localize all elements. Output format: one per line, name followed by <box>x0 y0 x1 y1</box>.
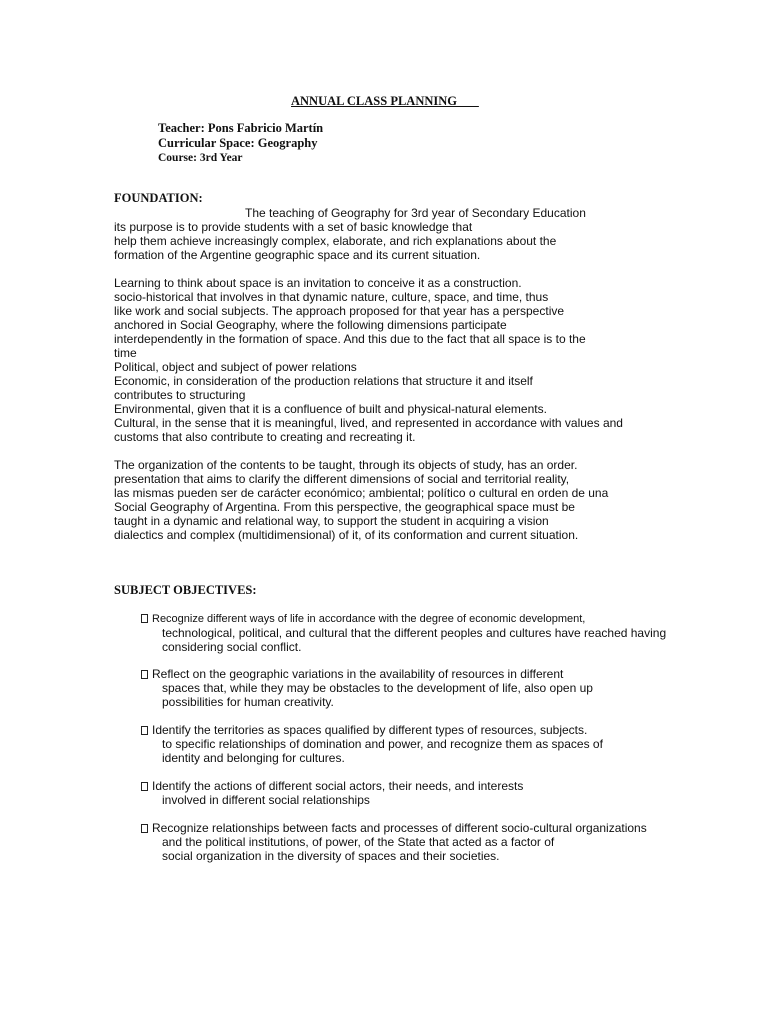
objective-text: possibilities for human creativity. <box>162 695 334 709</box>
objective-text: identity and belonging for cultures. <box>162 751 345 765</box>
paragraph-line: dialectics and complex (multidimensional) of it, of its conformation and current situation. <box>114 528 579 542</box>
paragraph-line: taught in a dynamic and relational way, to support the student in acquiring a vision <box>114 514 549 528</box>
foundation-heading: FOUNDATION: <box>114 191 203 205</box>
objective-text: and the political institutions, of power, of the State that acted as a factor of <box>162 835 555 849</box>
objective-item-1 <box>141 612 701 654</box>
checkbox-icon <box>141 614 148 623</box>
paragraph-line: interdependently in the formation of space. And this due to the fact that all space is to the <box>114 332 586 346</box>
objective-text: considering social conflict. <box>162 640 302 654</box>
paragraph-line: time <box>114 346 137 360</box>
paragraph-line: socio-historical that involves in that dynamic nature, culture, space, and time, thus <box>114 290 549 304</box>
checkbox-icon <box>141 824 148 833</box>
objective-text: Recognize relationships between facts and processes of different socio-cultural organizations <box>152 821 647 835</box>
checkbox-icon <box>141 782 148 791</box>
objective-text: social organization in the diversity of spaces and their societies. <box>162 849 500 863</box>
paragraph-line: Environmental, given that it is a confluence of built and physical-natural elements. <box>114 402 547 416</box>
foundation-paragraph-1 <box>114 206 654 262</box>
objective-text: Reflect on the geographic variations in the availability of resources in different <box>152 667 564 681</box>
paragraph-line: Political, object and subject of power relations <box>114 360 357 374</box>
page-title-text: ANNUAL CLASS PLANNING <box>291 94 457 108</box>
checkbox-icon <box>141 726 148 735</box>
paragraph-line: The organization of the contents to be taught, through its objects of study, has an order. <box>114 458 578 472</box>
objective-text: Identify the actions of different social actors, their needs, and interests <box>152 779 524 793</box>
paragraph-line: customs that also contribute to creating and recreating it. <box>114 430 416 444</box>
paragraph-line: like work and social subjects. The approach proposed for that year has a perspective <box>114 304 565 318</box>
objective-text: involved in different social relationships <box>162 793 370 807</box>
curricular-space-line: Curricular Space: Geography <box>158 136 318 150</box>
checkbox-icon <box>141 670 148 679</box>
objective-text: technological, political, and cultural that the different peoples and cultures have reached having <box>162 626 667 640</box>
paragraph-line: las mismas pueden ser de carácter económico; ambiental; político o cultural en orden de una <box>114 486 609 500</box>
paragraph-line: presentation that aims to clarify the different dimensions of social and territorial reality, <box>114 472 570 486</box>
objective-item-3 <box>141 723 701 765</box>
paragraph-line: contributes to structuring <box>114 388 246 402</box>
objective-item-4 <box>141 779 701 807</box>
paragraph-line: The teaching of Geography for 3rd year of Secondary Education <box>245 206 586 220</box>
foundation-paragraph-3 <box>114 458 654 542</box>
header-info <box>158 121 323 166</box>
teacher-line: Teacher: Pons Fabricio Martín <box>158 121 324 135</box>
paragraph-line: formation of the Argentine geographic space and its current situation. <box>114 248 481 262</box>
objective-text: Identify the territories as spaces qualified by different types of resources, subjects. <box>152 723 588 737</box>
paragraph-line: Cultural, in the sense that it is meaningful, lived, and represented in accordance with values and <box>114 416 623 430</box>
paragraph-line: Economic, in consideration of the production relations that structure it and itself <box>114 374 533 388</box>
paragraph-line: anchored in Social Geography, where the following dimensions participate <box>114 318 507 332</box>
objective-text: to specific relationships of domination and power, and recognize them as spaces of <box>162 737 603 751</box>
page-title <box>291 93 491 109</box>
foundation-paragraph-2 <box>114 276 654 444</box>
course-line: Course: 3rd Year <box>158 152 243 164</box>
paragraph-line: Learning to think about space is an invitation to conceive it as a construction. <box>114 276 522 290</box>
objectives-heading: SUBJECT OBJECTIVES: <box>114 583 257 597</box>
objective-item-5 <box>141 821 701 863</box>
objective-text: spaces that, while they may be obstacles to the development of life, also open up <box>162 681 593 695</box>
paragraph-line: Social Geography of Argentina. From this perspective, the geographical space must be <box>114 500 575 514</box>
paragraph-line: its purpose is to provide students with a set of basic knowledge that <box>114 220 473 234</box>
objective-item-2 <box>141 667 701 709</box>
objective-text: Recognize different ways of life in accordance with the degree of economic development, <box>152 613 586 625</box>
paragraph-line: help them achieve increasingly complex, elaborate, and rich explanations about the <box>114 234 557 248</box>
